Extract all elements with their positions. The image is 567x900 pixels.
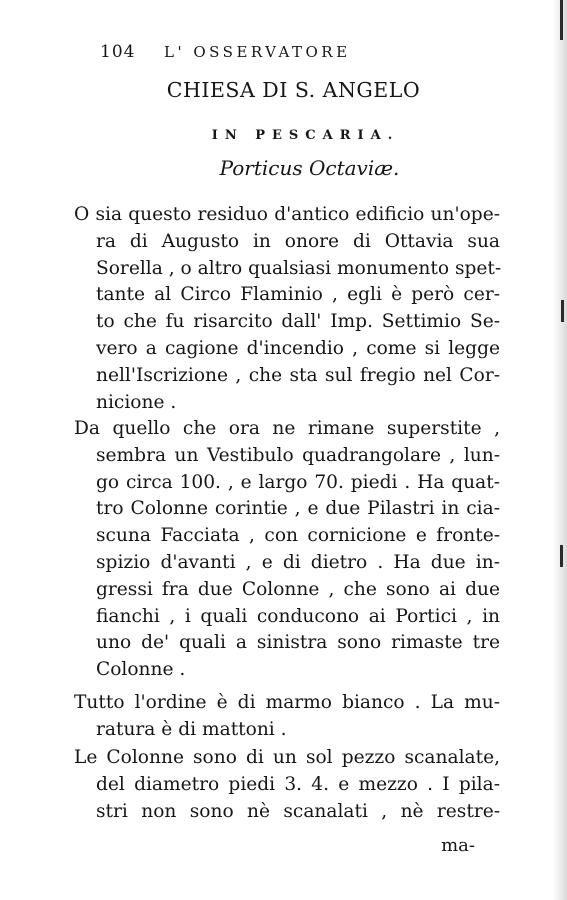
text-line: scuna Facciata , con cornicione e fronte- xyxy=(96,525,500,547)
paragraph-1 xyxy=(74,202,500,416)
text-line: vero a cagione d'incendio , come si legge xyxy=(96,337,500,359)
text-line: spizio d'avanti , e di dietro . Ha due in- xyxy=(96,551,500,573)
text-line: tro Colonne corintie , e due Pilastri in cia- xyxy=(96,498,500,520)
edge-mark xyxy=(560,545,563,567)
text-line: sembra un Vestibulo quadrangolare , lun- xyxy=(96,444,500,466)
edge-mark xyxy=(561,300,564,322)
text-line: Da quello che ora ne rimane superstite , xyxy=(74,418,500,439)
text-line: to che fu risarcito dall' Imp. Settimio Se- xyxy=(96,311,500,333)
text-line: uno de' quali a sinistra sono rimaste tre xyxy=(96,632,500,654)
text-line: O sia questo residuo d'antico edificio un'ope- xyxy=(74,204,500,225)
text-line: ra di Augusto in onore di Ottavia sua xyxy=(96,230,500,252)
text-line: fianchi , i quali conducono ai Portici , in xyxy=(96,605,500,627)
text-line: Colonne . xyxy=(96,659,186,681)
catchword: ma- xyxy=(441,835,475,856)
text-line: gressi fra due Colonne , che sono ai due xyxy=(96,578,500,600)
text-line: tante al Circo Flaminio , egli è però cer- xyxy=(96,284,500,306)
text-line: go circa 100. , e largo 70. piedi . Ha quat- xyxy=(96,471,500,493)
latin-heading: Porticus Octaviæ. xyxy=(219,156,400,180)
text-line: Le Colonne sono di un sol pezzo scanalate, xyxy=(74,747,500,768)
running-title: L' OSSERVATORE xyxy=(164,43,351,61)
paragraph-4 xyxy=(74,745,500,825)
text-line: del diametro piedi 3. 4. e mezzo . I pila- xyxy=(96,773,500,795)
edge-mark xyxy=(560,0,563,40)
page-number: 104 xyxy=(100,42,136,62)
section-title: CHIESA DI S. ANGELO xyxy=(166,78,421,102)
text-line: stri non sono nè scanalati , nè restre- xyxy=(96,800,500,822)
text-line: Sorella , o altro qualsiasi monumento spet- xyxy=(96,257,502,279)
paragraph-3 xyxy=(74,690,500,744)
text-line: ratura è di mattoni . xyxy=(96,718,287,740)
paragraph-2 xyxy=(74,416,500,684)
running-head xyxy=(100,42,400,62)
text-line: nell'Iscrizione , che sta sul fregio nel Cor- xyxy=(96,364,500,386)
section-subtitle: IN PESCARIA. xyxy=(211,128,400,143)
text-line: nicione . xyxy=(96,391,177,413)
text-line: Tutto l'ordine è di marmo bianco . La mu- xyxy=(74,692,500,713)
